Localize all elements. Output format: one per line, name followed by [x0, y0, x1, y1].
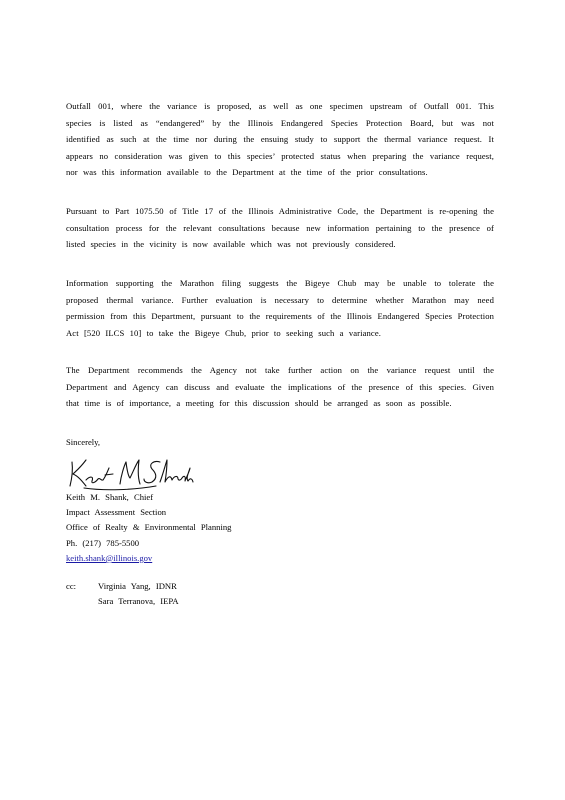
- signer-name: Keith M. Shank, Chief: [66, 492, 154, 502]
- body-paragraph-4: The Department recommends the Agency not take further action on the variance request until the Department and Agency can discuss and evaluate the implications of the presence of this species. Given that time is of importance, a meeting for this discussion should be arranged as soon as possible.: [66, 365, 494, 409]
- cc-recipient: Virginia Yang, IDNR: [98, 581, 177, 591]
- body-paragraph-2: Pursuant to Part 1075.50 of Title 17 of the Illinois Administrative Code, the Department is re-opening the consultation process for the relevant consultations because new information pertaining to the presence of listed species in the vicinity is now available which was not previously considered.: [66, 206, 494, 250]
- body-paragraph-1: Outfall 001, where the variance is proposed, as well as one specimen upstream of Outfall 001. This species is listed as “endangered” by the Illinois Endangered Species Protection Board, but was not identified as such at the time nor during the ensuing study to support the thermal variance request. It appears no consideration was given to this species’ protected status when preparing the variance request, nor was this information available to the Department at the time of the prior consultations.: [66, 101, 494, 178]
- body-paragraph-3: Information supporting the Marathon filing suggests the Bigeye Chub may be unable to tolerate the proposed thermal variance. Further evaluation is necessary to determine whether Marathon may need permission from this Department, pursuant to the requirements of the Illinois Endangered Species Protection Act [520 ILCS 10] to take the Bigeye Chub, prior to seeking such a variance.: [66, 278, 494, 338]
- cc-recipient-list: [98, 579, 179, 608]
- signer-office: Office of Realty & Environmental Planning: [66, 522, 232, 533]
- signer-email-link[interactable]: keith.shank@illinois.gov: [66, 552, 153, 563]
- closing-salutation: Sincerely,: [66, 437, 101, 447]
- handwritten-signature: [64, 448, 194, 494]
- cc-recipient: Sara Terranova, IEPA: [98, 595, 179, 606]
- signature-block: [66, 490, 231, 566]
- cc-label: cc:: [66, 581, 77, 591]
- signer-phone: Ph. (217) 785-5500: [66, 537, 140, 548]
- signer-section: Impact Assessment Section: [66, 507, 167, 518]
